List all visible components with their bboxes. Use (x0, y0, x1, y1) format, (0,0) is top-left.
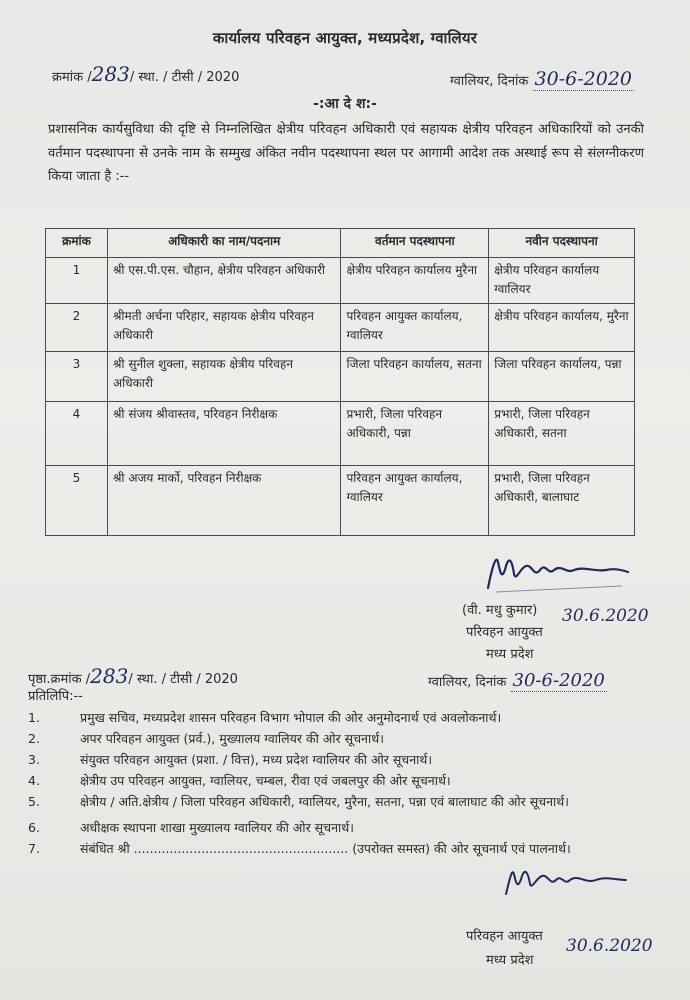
new-posting-cell: क्षेत्रीय परिवहन कार्यालय, मुरैना (489, 304, 635, 352)
table-row (46, 258, 635, 304)
signature-1 (482, 548, 632, 596)
list-item-text: अपर परिवहन आयुक्त (प्रर्व.), मुख्यालय ग्वालियर की ओर सूचनार्थ। (80, 731, 384, 746)
serial-cell: 2 (46, 304, 108, 352)
table-row (46, 466, 635, 536)
list-item (28, 792, 668, 812)
place-date-label: ग्वालियर, दिनांक (450, 74, 529, 89)
endorsement-date-label: ग्वालियर, दिनांक (428, 675, 507, 690)
current-posting-cell: परिवहन आयुक्त कार्यालय, ग्वालियर (341, 304, 489, 352)
signatory-name: (वी. मधु कुमार) (462, 603, 538, 618)
signatory-designation: परिवहन आयुक्त (466, 625, 543, 640)
serial-cell: 5 (46, 466, 108, 536)
list-item-text: संबंधित श्री ...................................................... (उपरोक्त समस्त) की ओर सूचनार्थ एवं पालनार्थ। (80, 841, 571, 856)
ref-prefix: क्रमांक / (52, 70, 92, 85)
table-row (46, 402, 635, 466)
list-item-text: प्रमुख सचिव, मध्यप्रदेश शासन परिवहन विभाग भोपाल की ओर अनुमोदनार्थ एवं अवलोकनार्थ। (80, 710, 502, 725)
officer-cell: श्री संजय श्रीवास्तव, परिवहन निरीक्षक (107, 402, 341, 466)
list-item-number: 2. (28, 731, 40, 746)
new-posting-cell: प्रभारी, जिला परिवहन अधिकारी, सतना (489, 402, 635, 466)
place-date (450, 68, 634, 90)
list-item-text: क्षेत्रीय / अति.क्षेत्रीय / जिला परिवहन अधिकारी, ग्वालियर, मुरैना, सतना, पन्ना एवं बालाघाट की ओर सूचनार्थ। (80, 794, 570, 809)
reference-number (52, 62, 239, 86)
order-heading: -:आ दे श:- (313, 96, 377, 112)
list-item (28, 708, 668, 728)
column-header: अधिकारी का नाम/पदनाम (107, 229, 341, 258)
table-row (46, 352, 635, 402)
endorsement-ref-prefix: पृष्ठा.क्रमांक / (28, 672, 91, 687)
table-header-row (46, 229, 635, 258)
current-posting-cell: क्षेत्रीय परिवहन कार्यालय मुरैना (341, 258, 489, 304)
signature-2 (500, 862, 630, 902)
list-item (28, 750, 668, 770)
handwritten-date: 30-6-2020 (534, 68, 632, 90)
signature-date-2: 30.6.2020 (566, 936, 653, 956)
signature-date-1: 30.6.2020 (562, 606, 649, 626)
officer-cell: श्री एस.पी.एस. चौहान, क्षेत्रीय परिवहन अधिकारी (107, 258, 341, 304)
endorsement-designation: परिवहन आयुक्त (466, 929, 543, 944)
copy-list (28, 708, 668, 860)
list-item-number: 5. (28, 794, 40, 809)
officer-cell: श्रीमती अर्चना परिहार, सहायक क्षेत्रीय परिवहन अधिकारी (107, 304, 341, 352)
list-item-number: 6. (28, 820, 40, 835)
table-row (46, 304, 635, 352)
serial-cell: 3 (46, 352, 108, 402)
ref-suffix: / स्था. / टीसी / 2020 (129, 70, 240, 85)
endorsement-place-date (428, 670, 607, 691)
list-item (28, 729, 668, 749)
list-item-text: क्षेत्रीय उप परिवहन आयुक्त, ग्वालियर, चम्बल, रीवा एवं जबलपुर की ओर सूचनार्थ। (80, 773, 451, 788)
ref-number-handwritten: 283 (91, 62, 130, 86)
endorsement-ref-suffix: / स्था. / टीसी / 2020 (128, 672, 238, 687)
serial-cell: 1 (46, 258, 108, 304)
copy-to-label: प्रतिलिपि:-- (28, 689, 83, 704)
current-posting-cell: प्रभारी, जिला परिवहन अधिकारी, पन्ना (341, 402, 489, 466)
endorsement-reference (28, 664, 238, 688)
list-item-number: 7. (28, 841, 40, 856)
list-item-number: 3. (28, 752, 40, 767)
endorsement-handwritten-date: 30-6-2020 (512, 670, 605, 691)
new-posting-cell: जिला परिवहन कार्यालय, पन्ना (489, 352, 635, 402)
list-item (28, 818, 668, 838)
list-item (28, 771, 668, 791)
column-header: नवीन पदस्थापना (489, 229, 635, 258)
officer-cell: श्री सुनील शुक्ला, सहायक क्षेत्रीय परिवहन अधिकारी (107, 352, 341, 402)
list-item-text: संयुक्त परिवहन आयुक्त (प्रशा. / वित्त), मध्य प्रदेश ग्वालियर की ओर सूचनार्थ। (80, 752, 433, 767)
new-posting-cell: क्षेत्रीय परिवहन कार्यालय ग्वालियर (489, 258, 635, 304)
new-posting-cell: प्रभारी, जिला परिवहन अधिकारी, बालाघाट (489, 466, 635, 536)
order-body-text: प्रशासनिक कार्यसुविधा की दृष्टि से निम्नलिखित क्षेत्रीय परिवहन अधिकारी एवं सहायक क्षेत्रीय परिवहन अधिकारियों को उनकी वर्तमान पदस्थापना से उनके नाम के सम्मुख अंकित नवीन पदस्थापना स्थल पर आगामी आदेश तक अस्थाई रूप से संलग्नीकरण किया जाता है :-- (48, 122, 644, 184)
list-item-number: 1. (28, 710, 40, 725)
list-item (28, 839, 668, 859)
column-header: वर्तमान पदस्थापना (341, 229, 489, 258)
office-title: कार्यालय परिवहन आयुक्त, मध्यप्रदेश, ग्वालियर (212, 29, 478, 47)
signatory-state: मध्य प्रदेश (486, 647, 534, 662)
posting-table (45, 228, 635, 536)
officer-cell: श्री अजय मार्को, परिवहन निरीक्षक (107, 466, 341, 536)
serial-cell: 4 (46, 402, 108, 466)
column-header: क्रमांक (46, 229, 108, 258)
endorsement-ref-number: 283 (90, 664, 129, 688)
endorsement-state: मध्य प्रदेश (486, 953, 534, 968)
current-posting-cell: परिवहन आयुक्त कार्यालय, ग्वालियर (341, 466, 489, 536)
current-posting-cell: जिला परिवहन कार्यालय, सतना (341, 352, 489, 402)
list-item-number: 4. (28, 773, 40, 788)
list-item-text: अधीक्षक स्थापना शाखा मुख्यालय ग्वालियर की ओर सूचनार्थ। (80, 820, 354, 835)
